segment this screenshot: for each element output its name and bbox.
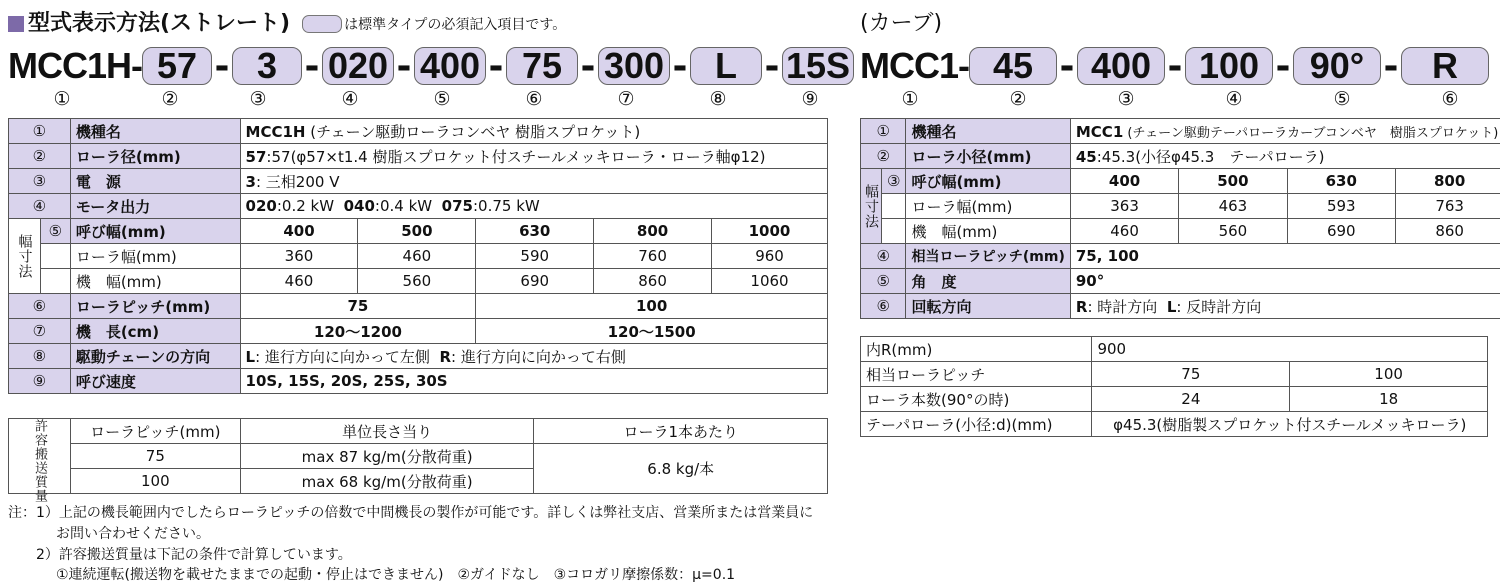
table-row: 機 幅(mm) 460 560 690 860 [861,219,1500,244]
table-row: ローラ幅(mm) 360 460 590 760 960 [9,244,828,269]
left-code-seg-8: 15S [782,47,854,85]
table-row: テーパローラ(小径:d)(mm) φ45.3(樹脂製スプロケット付スチールメッキローラ) [861,412,1488,437]
table-row: ① 機種名 MCC1H (チェーン駆動ローラコンベヤ 樹脂スプロケット) [9,119,828,144]
table-row: ② ローラ小径(mm) 45:45.3(小径φ45.3 テーパローラ) [861,144,1500,169]
right-code-prefix: MCC1- [860,45,969,86]
table-row: ⑨ 呼び速度 10S, 15S, 20S, 25S, 30S [9,369,828,394]
left-title: 型式表示方法(ストレート) [28,11,291,36]
table-row: ローラ本数(90°の時) 24 18 [861,387,1488,412]
left-title-row [8,6,566,37]
left-code-seg-6: 300 [598,47,670,85]
table-row: ⑧ 駆動チェーンの方向 L: 進行方向に向かって左側 R: 進行方向に向かって右側 [9,344,828,369]
right-model-code: MCC1- 45 - 400 - 100 - 90° - R [860,44,1489,88]
left-code-prefix: MCC1H- [8,45,142,86]
left-code-seg-1: 57 [142,47,212,85]
table-row: ④ モータ出力 020:0.2 kW 040:0.4 kW 075:0.75 kW [9,194,828,219]
load-side-label: 許容搬送質量 [9,419,71,494]
table-row: ④ 相当ローラピッチ(mm) 75, 100 [861,244,1500,269]
right-spec-table [860,118,1500,319]
left-load-table [8,418,828,503]
table-row: ① 機種名 MCC1 (チェーン駆動テーパローラカーブコンベヤ 樹脂スプロケット) [861,119,1500,144]
width-side-label: 幅寸法 [9,219,41,294]
right-code-seg-2: 400 [1077,47,1165,85]
right-extra-table [860,336,1488,437]
table-row: 機 幅(mm) 460 560 690 860 1060 [9,269,828,294]
left-spec-table [8,118,828,394]
table-row: 幅寸法 ⑤ 呼び幅(mm) 400 500 630 800 1000 [9,219,828,244]
right-title: (カーブ) [860,11,943,36]
table-row: ② ローラ径(mm) 57:57(φ57×t1.4 樹脂スプロケット付スチールメッキローラ・ローラ軸φ12) [9,144,828,169]
right-code-seg-4: 90° [1293,47,1381,85]
left-code-seg-2: 3 [232,47,302,85]
table-row: 75 max 87 kg/m(分散荷重) 6.8 kg/本 [9,444,828,469]
left-code-seg-3: 020 [322,47,394,85]
legend-text: は標準タイプの必須記入項目です。 [344,17,567,33]
right-code-seg-5: R [1401,47,1489,85]
right-code-seg-3: 100 [1185,47,1273,85]
table-row: ⑤ 角 度 90° [861,269,1500,294]
left-code-seg-7: L [690,47,762,85]
left-model-code: MCC1H- 57 - 3 - 020 - 400 - 75 - 300 - L - 15S [8,44,854,88]
table-row: 幅寸法 ③ 呼び幅(mm) 400 500 630 800 [861,169,1500,194]
left-code-seg-4: 400 [414,47,486,85]
table-row: 相当ローラピッチ 75 100 [861,362,1488,387]
legend-pill-swatch [302,15,342,33]
left-code-seg-5: 75 [506,47,578,85]
title-square-icon [8,16,24,32]
table-row: ⑥ 回転方向 R: 時計方向 L: 反時計方向 [861,294,1500,319]
table-row: ⑥ ローラピッチ(mm) 75 100 [9,294,828,319]
table-row: 許容搬送質量 ローラピッチ(mm) 単位長さ当り ローラ1本あたり [9,419,828,444]
right-width-side-label: 幅寸法 [861,169,882,244]
table-row: ⑦ 機 長(cm) 120～1200 120～1500 [9,319,828,344]
table-row: ③ 電 源 3: 三相200 V [9,169,828,194]
right-code-seg-1: 45 [969,47,1057,85]
table-row: 内R(mm) 900 [861,337,1488,362]
table-row: ローラ幅(mm) 363 463 593 763 [861,194,1500,219]
table-row: 100 max 68 kg/m(分散荷重) [9,469,828,494]
